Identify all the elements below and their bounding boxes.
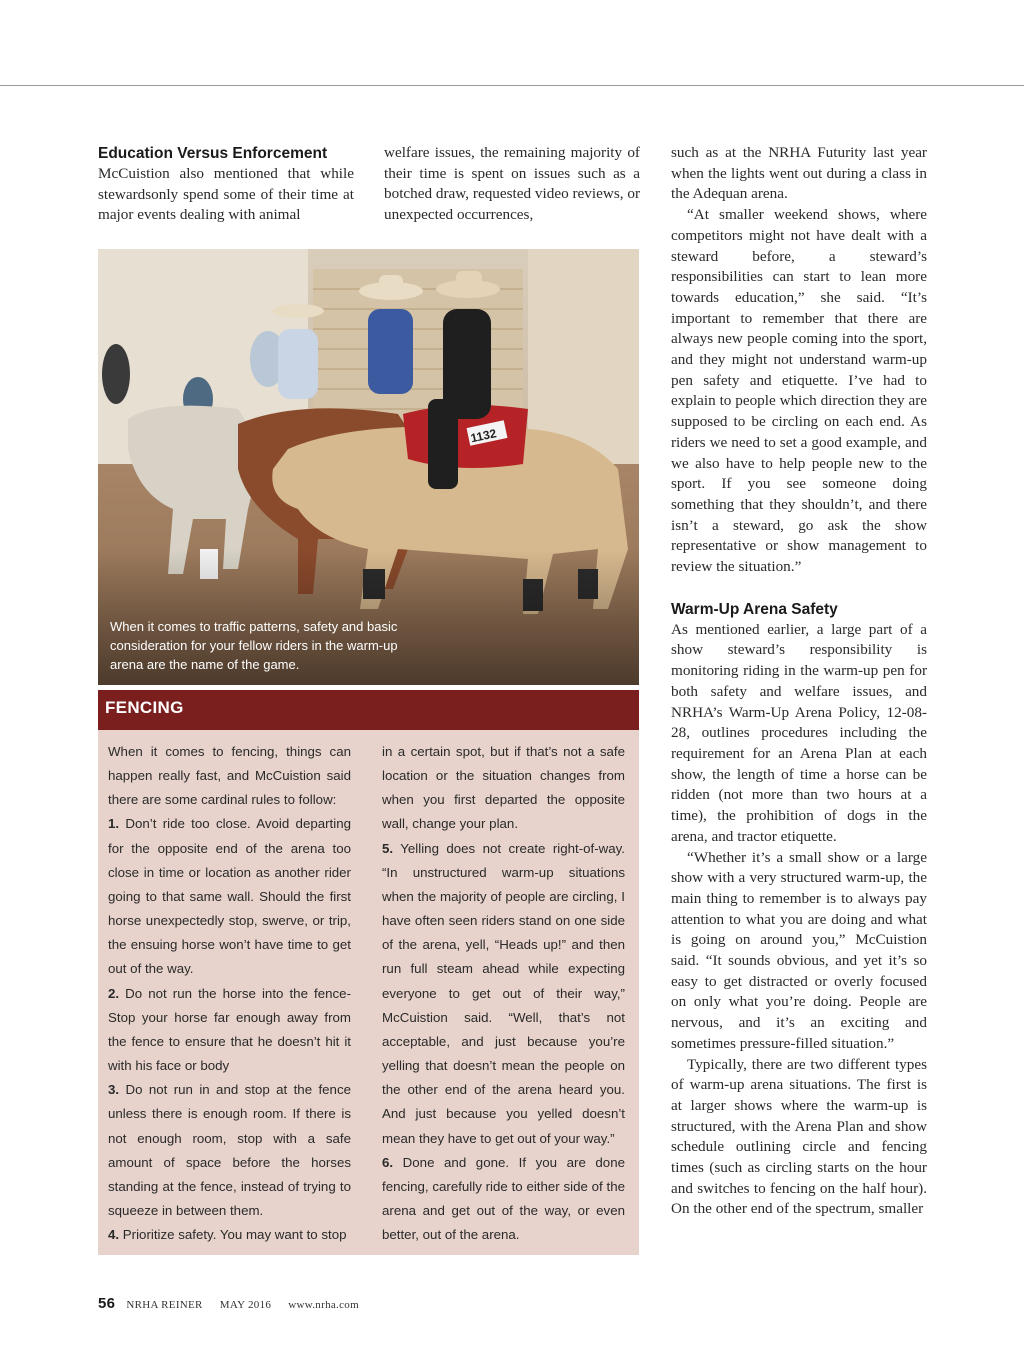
photo-caption: When it comes to traffic patterns, safety and basic consideration for your fellow riders in the warm-up arena are the name of the game.	[110, 619, 398, 672]
fencing-rule-1: 1. Don’t ride too close. Avoid departing for the opposite end of the arena too close in time or location as another rider going to that same wall. Should the first horse unexpectedly stop, swerve, or trip, the ensuing horse won’t have time to get out of the way.	[108, 816, 351, 977]
paragraph: welfare issues, the remaining majority of their time is spent on issues such as a botched draw, requested video reviews, or unexpected occurrences,	[384, 144, 640, 224]
fencing-rule-3: 3. Do not run in and stop at the fence unless there is enough room. If there is not enough room, stop with a safe amount of space before the horses standing at the fence, instead of trying to squeeze in between them.	[108, 1082, 351, 1218]
paragraph: McCuistion also mentioned that while stewardsonly spend some of their time at major events dealing with animal	[98, 165, 354, 224]
issue-date: MAY 2016	[219, 1299, 272, 1311]
fencing-rule-4: 4. Prioritize safety. You may want to stop	[108, 1227, 347, 1243]
paragraph: such as at the NRHA Futurity last year when the lights went out during a class in the Adequan arena.	[671, 144, 927, 203]
page-footer	[98, 1295, 373, 1312]
fencing-header	[98, 690, 639, 730]
top-rule	[0, 85, 1024, 86]
paragraph: Typically, there are two different types of warm-up arena situations. The first is at larger shows where the warm-up is structured, with the Arena Plan and show schedule outlining circle and fencing times (such as circling starts on the hour and switches to fencing on the half hour). On the other end of the spectrum, smaller	[671, 1055, 927, 1218]
warmup-arena-photo	[98, 249, 639, 685]
fencing-rule-4-continued: in a certain spot, but if that’s not a safe location or the situation changes from when you first departed the opposite wall, change your plan.	[382, 744, 625, 832]
fencing-rule-6: 6. Done and gone. If you are done fencing, carefully ride to either side of the arena and get out of the way, or even better, out of the arena.	[382, 1154, 625, 1243]
column-2	[384, 143, 640, 226]
publication-name: NRHA REINER	[126, 1299, 203, 1311]
paragraph: “At smaller weekend shows, where competitors might not have dealt with a steward before, a steward’s responsibilities can start to lean more towards education,” she said. “It’s important to remember that there are always new people coming into the sport, and they might not understand warm-up pen safety and etiquette. I’ve had to explain to people which direction they are supposed to be circling on each end. As riders we need to set a good example, and we also have to help people new to the sport. If you see someone doing something that they shouldn’t, and there isn’t a steward, go ask the show representative or show management to review the situation.”	[671, 206, 927, 576]
fencing-rule-5: 5. Yelling does not create right-of-way. “In unstructured warm-up situations when the majority of people are circling, I have often seen riders stand on one side of the arena, yell, “Heads up!” and then run full steam ahead while expecting everyone to get out of their way,” McCuistion said. “Well, that’s not acceptable, and just because you’re yelling that doesn’t mean the people on the other end of the arena heard you. And just because you yelled doesn’t mean they have to get out of your way.”	[382, 840, 625, 1146]
column-1	[98, 143, 354, 226]
fencing-intro: When it comes to fencing, things can happen really fast, and McCuistion said there are some cardinal rules to follow:	[108, 744, 351, 808]
page-number: 56	[98, 1295, 116, 1312]
fencing-title: FENCING	[105, 698, 184, 717]
fencing-column-2	[382, 740, 625, 1247]
paragraph: As mentioned earlier, a large part of a show steward’s responsibility is monitoring riding in the warm-up pen for both safety and welfare issues, and NRHA’s Warm-Up Arena Policy, 12-08-28, outlines procedures including the requirement for an Arena Plan at each show, the length of time a horse can be ridden (not more than two hours at a time), the prohibition of dogs in the arena, and tractor etiquette.	[671, 620, 927, 845]
section-heading-education: Education Versus Enforcement	[98, 145, 328, 162]
fencing-column-1	[108, 740, 351, 1247]
section-heading-warmup-safety: Warm-Up Arena Safety	[671, 600, 838, 618]
fencing-rule-2: 2. Do not run the horse into the fence- Stop your horse far enough away from the fence to ensure that he doesn’t hit it with his face or body	[108, 985, 351, 1074]
column-3	[671, 143, 927, 1220]
saddle-pad-number: 1132	[469, 426, 498, 446]
fencing-box	[98, 730, 639, 1255]
website-link[interactable]: www.nrha.com	[288, 1299, 359, 1311]
paragraph: “Whether it’s a small show or a large show with a very structured warm-up, the main thing to remember is to always pay attention to what you are doing and what is going on around you,” McCuistion said. “It sounds obvious, and yet it’s so easy to get distracted or overly focused on only what you’re doing. People are nervous, and it’s an exciting and sometimes pressure-filled situation.”	[671, 848, 927, 1052]
